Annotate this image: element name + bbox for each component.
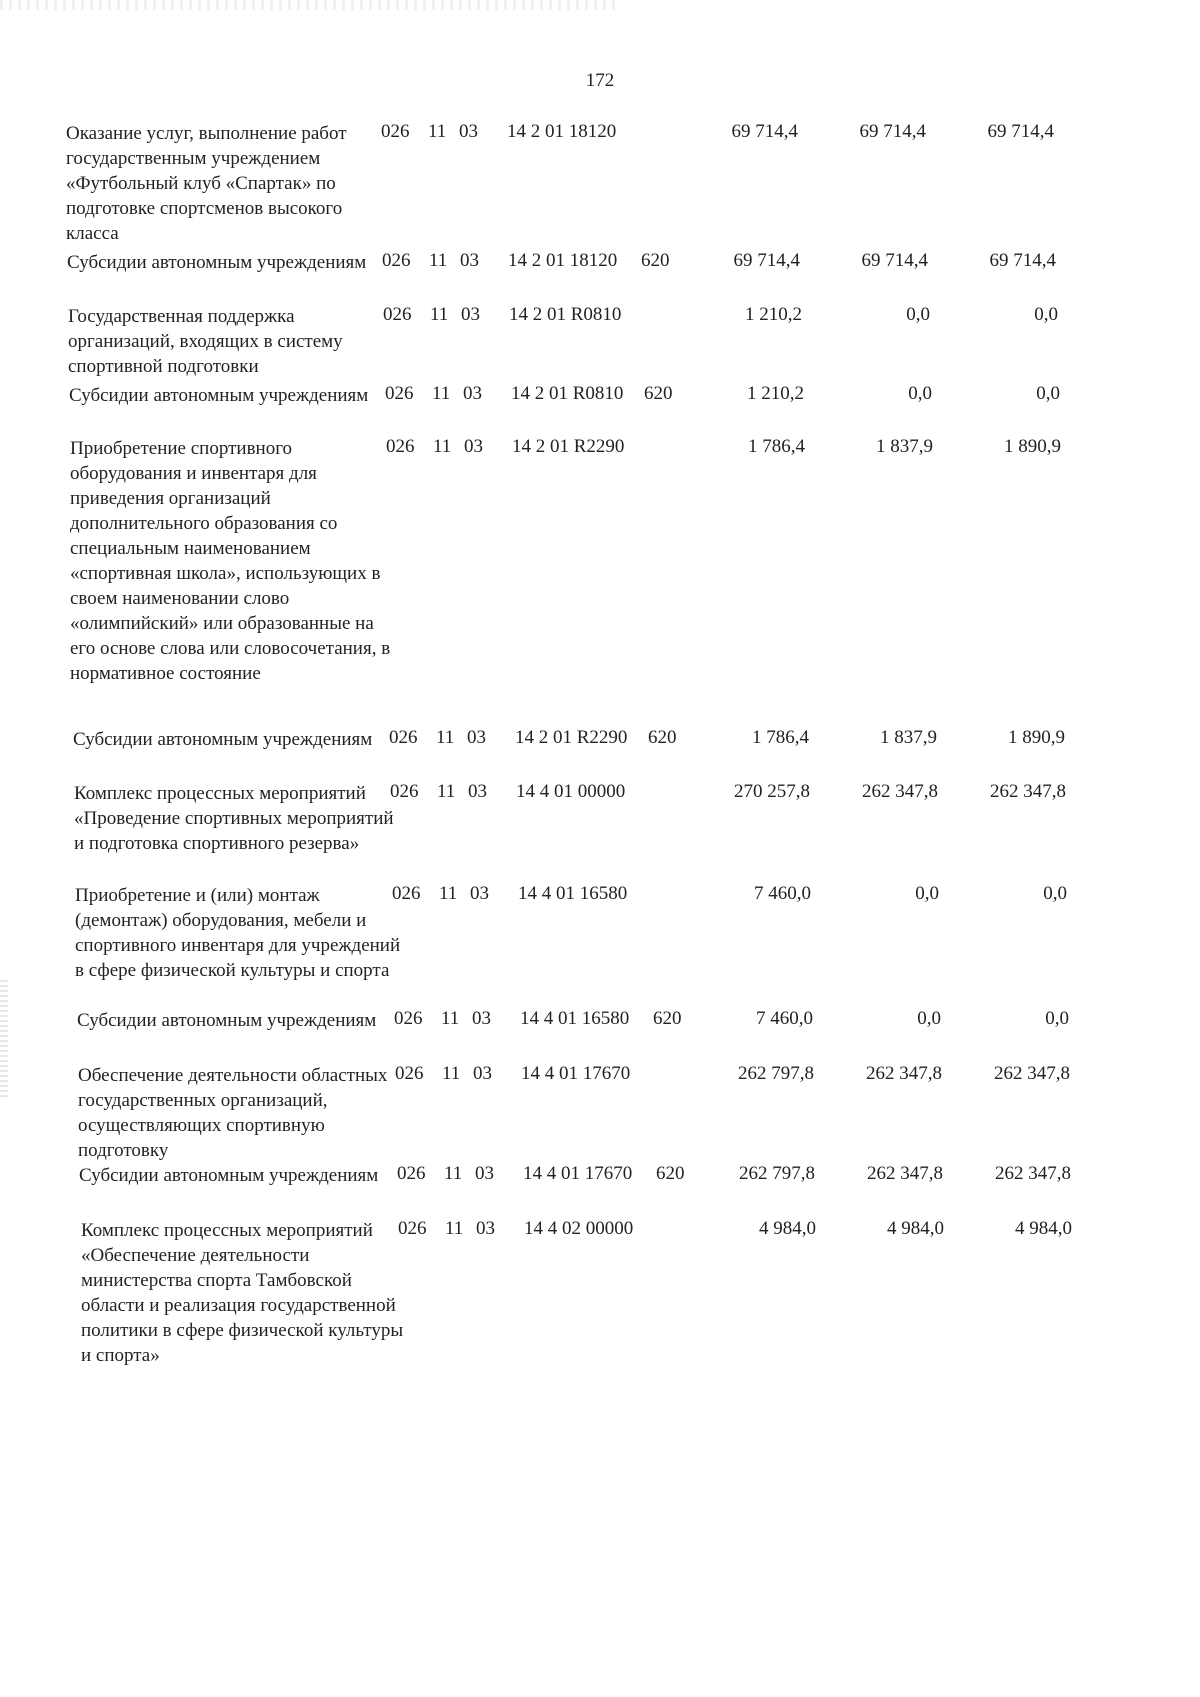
amount-2024: 4 984,0 — [759, 1218, 816, 1239]
amount-2024: 1 786,4 — [748, 436, 805, 457]
target-article: 14 4 01 17670 — [523, 1163, 633, 1184]
row-description: Субсидии автономным учреждениям — [67, 252, 367, 273]
amount-2024: 270 257,8 — [734, 781, 810, 802]
row-description: Приобретение спортивного оборудования и инвентаря для приведения организаций дополнительного образования со специальным наименованием «спортивная школа», использующих в своем наименовании слово «олимпийский» или образованные на его основе слова или словосочетания, в нормативное состояние — [70, 438, 391, 684]
amount-2025: 69 714,4 — [859, 121, 926, 142]
ministry-code: 026 — [395, 1063, 424, 1084]
amount-2026: 0,0 — [1045, 1008, 1069, 1029]
section-code: 11 — [437, 781, 456, 802]
row-description: Комплекс процессных мероприятий «Обеспечение деятельности министерства спорта Тамбовской области и реализация государственной политики в сфере физической культуры и спорта» — [81, 1220, 404, 1366]
expense-type: 620 — [644, 383, 673, 404]
amount-2025: 0,0 — [917, 1008, 941, 1029]
amount-2024: 262 797,8 — [738, 1063, 814, 1084]
subsection-code: 03 — [472, 1008, 491, 1029]
amount-2026: 262 347,8 — [990, 781, 1066, 802]
amount-2025: 4 984,0 — [887, 1218, 944, 1239]
amount-2024: 69 714,4 — [733, 250, 800, 271]
amount-2024: 1 210,2 — [747, 383, 804, 404]
subsection-code: 03 — [467, 727, 486, 748]
amount-2026: 262 347,8 — [994, 1063, 1070, 1084]
section-code: 11 — [429, 250, 448, 271]
amount-2025: 1 837,9 — [876, 436, 933, 457]
subsection-code: 03 — [463, 383, 482, 404]
amount-2025: 0,0 — [906, 304, 930, 325]
section-code: 11 — [432, 383, 451, 404]
section-code: 11 — [445, 1218, 464, 1239]
target-article: 14 4 01 17670 — [521, 1063, 631, 1084]
subsection-code: 03 — [476, 1218, 495, 1239]
amount-2025: 262 347,8 — [862, 781, 938, 802]
amount-2026: 0,0 — [1036, 383, 1060, 404]
section-code: 11 — [441, 1008, 460, 1029]
row-description: Государственная поддержка организаций, входящих в систему спортивной подготовки — [68, 306, 343, 377]
subsection-code: 03 — [470, 883, 489, 904]
amount-2024: 69 714,4 — [731, 121, 798, 142]
amount-2026: 69 714,4 — [987, 121, 1054, 142]
amount-2025: 262 347,8 — [866, 1063, 942, 1084]
target-article: 14 2 01 R2290 — [515, 727, 628, 748]
ministry-code: 026 — [394, 1008, 423, 1029]
ministry-code: 026 — [398, 1218, 427, 1239]
section-code: 11 — [439, 883, 458, 904]
target-article: 14 4 01 16580 — [518, 883, 628, 904]
expense-type: 620 — [648, 727, 677, 748]
amount-2026: 1 890,9 — [1004, 436, 1061, 457]
subsection-code: 03 — [464, 436, 483, 457]
ministry-code: 026 — [385, 383, 414, 404]
row-description: Субсидии автономным учреждениям — [69, 385, 369, 406]
row-description: Субсидии автономным учреждениям — [77, 1010, 377, 1031]
target-article: 14 4 01 16580 — [520, 1008, 630, 1029]
ministry-code: 026 — [389, 727, 418, 748]
target-article: 14 2 01 18120 — [508, 250, 618, 271]
subsection-code: 03 — [460, 250, 479, 271]
section-code: 11 — [444, 1163, 463, 1184]
amount-2026: 262 347,8 — [995, 1163, 1071, 1184]
target-article: 14 2 01 R2290 — [512, 436, 625, 457]
ministry-code: 026 — [381, 121, 410, 142]
target-article: 14 2 01 18120 — [507, 121, 617, 142]
ministry-code: 026 — [392, 883, 421, 904]
ministry-code: 026 — [386, 436, 415, 457]
amount-2024: 7 460,0 — [756, 1008, 813, 1029]
page-number: 172 — [585, 70, 615, 91]
subsection-code: 03 — [468, 781, 487, 802]
row-description: Обеспечение деятельности областных государственных организаций, осуществляющих спортивную подготовку — [78, 1065, 388, 1161]
row-description: Оказание услуг, выполнение работ государственным учреждением «Футбольный клуб «Спартак» по подготовке спортсменов высокого класса — [66, 123, 347, 244]
amount-2025: 262 347,8 — [867, 1163, 943, 1184]
amount-2024: 1 786,4 — [752, 727, 809, 748]
subsection-code: 03 — [473, 1063, 492, 1084]
amount-2024: 262 797,8 — [739, 1163, 815, 1184]
section-code: 11 — [428, 121, 447, 142]
ministry-code: 026 — [382, 250, 411, 271]
expense-type: 620 — [641, 250, 670, 271]
target-article: 14 4 01 00000 — [516, 781, 626, 802]
target-article: 14 2 01 R0810 — [511, 383, 624, 404]
section-code: 11 — [430, 304, 449, 325]
row-description: Субсидии автономным учреждениям — [79, 1165, 379, 1186]
amount-2025: 69 714,4 — [861, 250, 928, 271]
row-description: Приобретение и (или) монтаж (демонтаж) оборудования, мебели и спортивного инвентаря для учреждений в сфере физической культуры и спорта — [75, 885, 401, 981]
amount-2026: 1 890,9 — [1008, 727, 1065, 748]
amount-2026: 0,0 — [1043, 883, 1067, 904]
target-article: 14 4 02 00000 — [524, 1218, 634, 1239]
row-description: Комплекс процессных мероприятий «Проведение спортивных мероприятий и подготовка спортивного резерва» — [74, 783, 394, 854]
section-code: 11 — [433, 436, 452, 457]
amount-2025: 0,0 — [915, 883, 939, 904]
amount-2026: 4 984,0 — [1015, 1218, 1072, 1239]
subsection-code: 03 — [475, 1163, 494, 1184]
expense-type: 620 — [653, 1008, 682, 1029]
row-description: Субсидии автономным учреждениям — [73, 729, 373, 750]
target-article: 14 2 01 R0810 — [509, 304, 622, 325]
amount-2025: 0,0 — [908, 383, 932, 404]
ministry-code: 026 — [383, 304, 412, 325]
amount-2024: 7 460,0 — [754, 883, 811, 904]
section-code: 11 — [436, 727, 455, 748]
expense-type: 620 — [656, 1163, 685, 1184]
amount-2025: 1 837,9 — [880, 727, 937, 748]
amount-2026: 69 714,4 — [989, 250, 1056, 271]
section-code: 11 — [442, 1063, 461, 1084]
amount-2026: 0,0 — [1034, 304, 1058, 325]
ministry-code: 026 — [397, 1163, 426, 1184]
amount-2024: 1 210,2 — [745, 304, 802, 325]
subsection-code: 03 — [461, 304, 480, 325]
ministry-code: 026 — [390, 781, 419, 802]
subsection-code: 03 — [459, 121, 478, 142]
